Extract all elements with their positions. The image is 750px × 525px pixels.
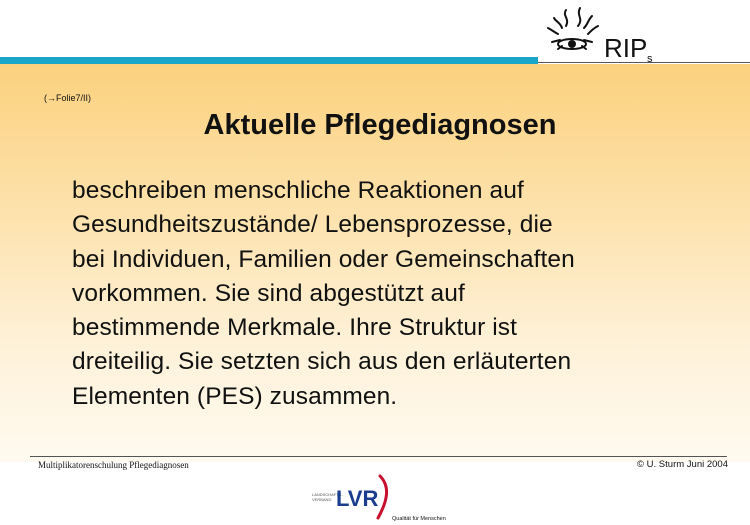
sun-eye-icon <box>548 8 598 49</box>
lvr-tagline: Qualität für Menschen <box>392 516 446 522</box>
body-line: Gesundheitszustände/ Lebensprozesse, die <box>72 211 553 239</box>
lvr-logo-tiny-text: LANDSCHAFTS- <box>312 492 343 497</box>
body-line: bestimmende Merkmale. Ihre Struktur ist <box>72 314 518 342</box>
accent-bar <box>0 57 538 64</box>
lvr-swoosh-icon <box>378 476 387 518</box>
body-line: beschreiben menschliche Reaktionen auf <box>72 177 524 204</box>
slide-reference: (→Folie7/II) <box>44 93 92 103</box>
body-line: bei Individuen, Familien oder Gemeinschaften <box>72 245 575 273</box>
rips-logo-subscript: s <box>647 53 653 64</box>
slide-body <box>72 174 732 414</box>
rips-logo-text: RIP <box>604 33 648 63</box>
footer-course-name: Multiplikatorenschulung Pflegediagnosen <box>38 460 189 470</box>
body-line: vorkommen. Sie sind abgestützt auf <box>72 279 465 307</box>
body-line: dreiteilig. Sie setzten sich aus den erläuterten <box>72 348 572 376</box>
lvr-logo-text: LVR <box>336 486 379 511</box>
svg-text:VERBAND: VERBAND <box>312 497 332 502</box>
footer-divider <box>30 456 727 457</box>
slide-title: Aktuelle Pflegediagnosen <box>203 109 557 141</box>
body-line: Elementen (PES) zusammen. <box>72 382 398 410</box>
lvr-logo <box>308 472 468 522</box>
rips-logo <box>540 4 660 64</box>
footer-copyright: © U. Sturm Juni 2004 <box>637 459 728 470</box>
